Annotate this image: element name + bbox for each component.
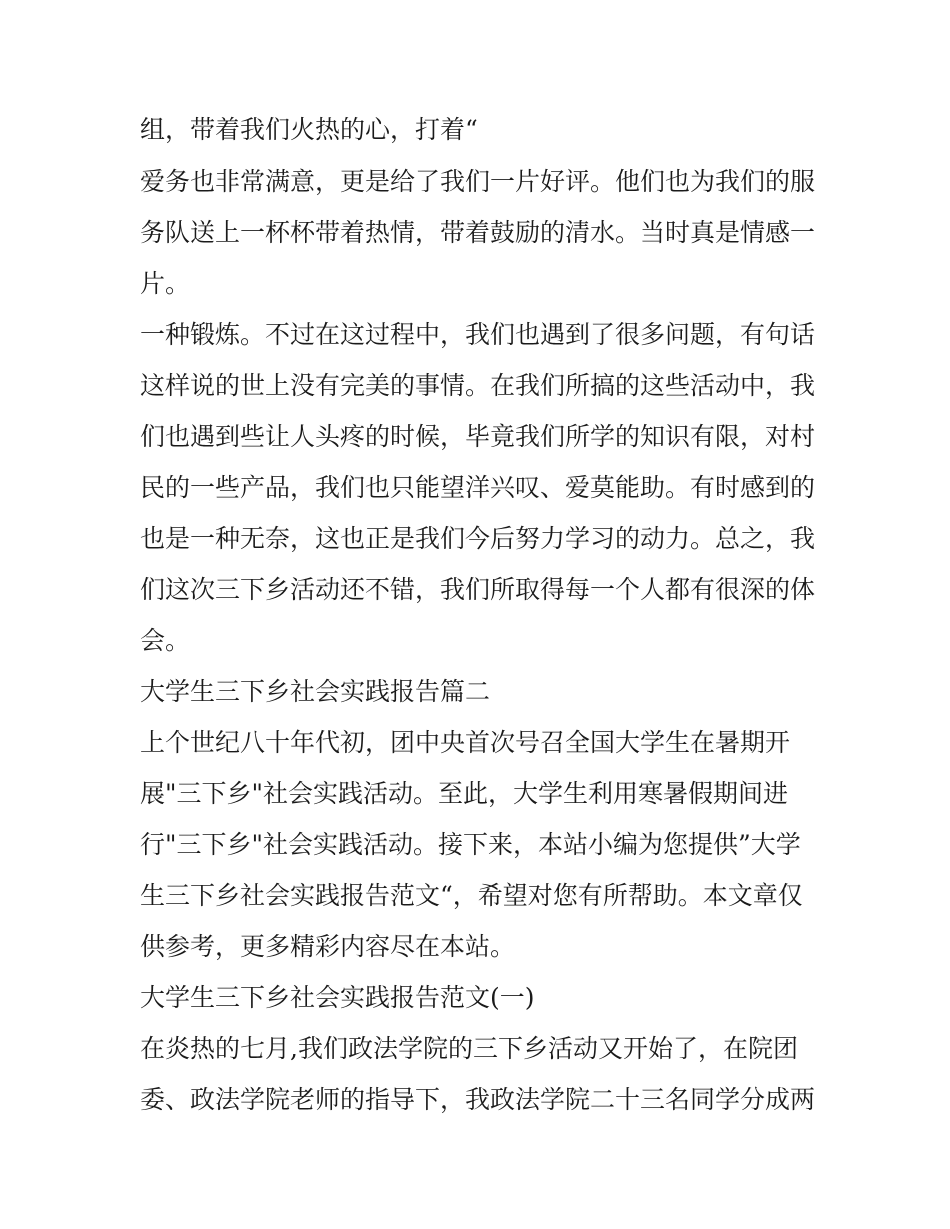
text-line: 行"三下乡"社会实践活动。接下来，本站小编为您提供”大学 <box>140 830 801 859</box>
text-line: 上个世纪八十年代初，团中央首次号召全国大学生在暑期开 <box>140 728 791 757</box>
text-line: 委、政法学院老师的指导下，我政法学院二十三名同学分成两 <box>140 1085 816 1114</box>
section-heading: 大学生三下乡社会实践报告篇二 <box>140 677 491 706</box>
text-line: 展"三下乡"社会实践活动。至此，大学生利用寒暑假期间进 <box>140 779 789 808</box>
text-line: 务队送上一杯杯带着热情，带着鼓励的清水。当时真是情感一 <box>140 218 816 247</box>
text-line: 民的一些产品，我们也只能望洋兴叹、爱莫能助。有时感到的 <box>140 473 816 502</box>
text-line: 们也遇到些让人头疼的时候，毕竟我们所学的知识有限，对村 <box>140 422 816 451</box>
text-line: 会。 <box>140 626 191 655</box>
text-line: 也是一种无奈，这也正是我们今后努力学习的动力。总之，我 <box>140 524 816 553</box>
text-line: 组，带着我们火热的心，打着“ <box>140 115 478 144</box>
text-line: 们这次三下乡活动还不错，我们所取得每一个人都有很深的体 <box>140 575 816 604</box>
text-line: 生三下乡社会实践报告范文“，希望对您有所帮助。本文章仅 <box>140 881 803 910</box>
text-line: 一种锻炼。不过在这过程中，我们也遇到了很多问题，有句话 <box>140 320 816 349</box>
text-line: 供参考，更多精彩内容尽在本站。 <box>140 932 516 961</box>
section-heading: 大学生三下乡社会实践报告范文(一) <box>140 983 535 1012</box>
text-line: 爱务也非常满意，更是给了我们一片好评。他们也为我们的服 <box>140 167 816 196</box>
text-line: 片。 <box>140 269 191 298</box>
text-line: 在炎热的七月,我们政法学院的三下乡活动又开始了，在院团 <box>140 1034 798 1063</box>
text-line: 这样说的世上没有完美的事情。在我们所搞的这些活动中，我 <box>140 371 816 400</box>
